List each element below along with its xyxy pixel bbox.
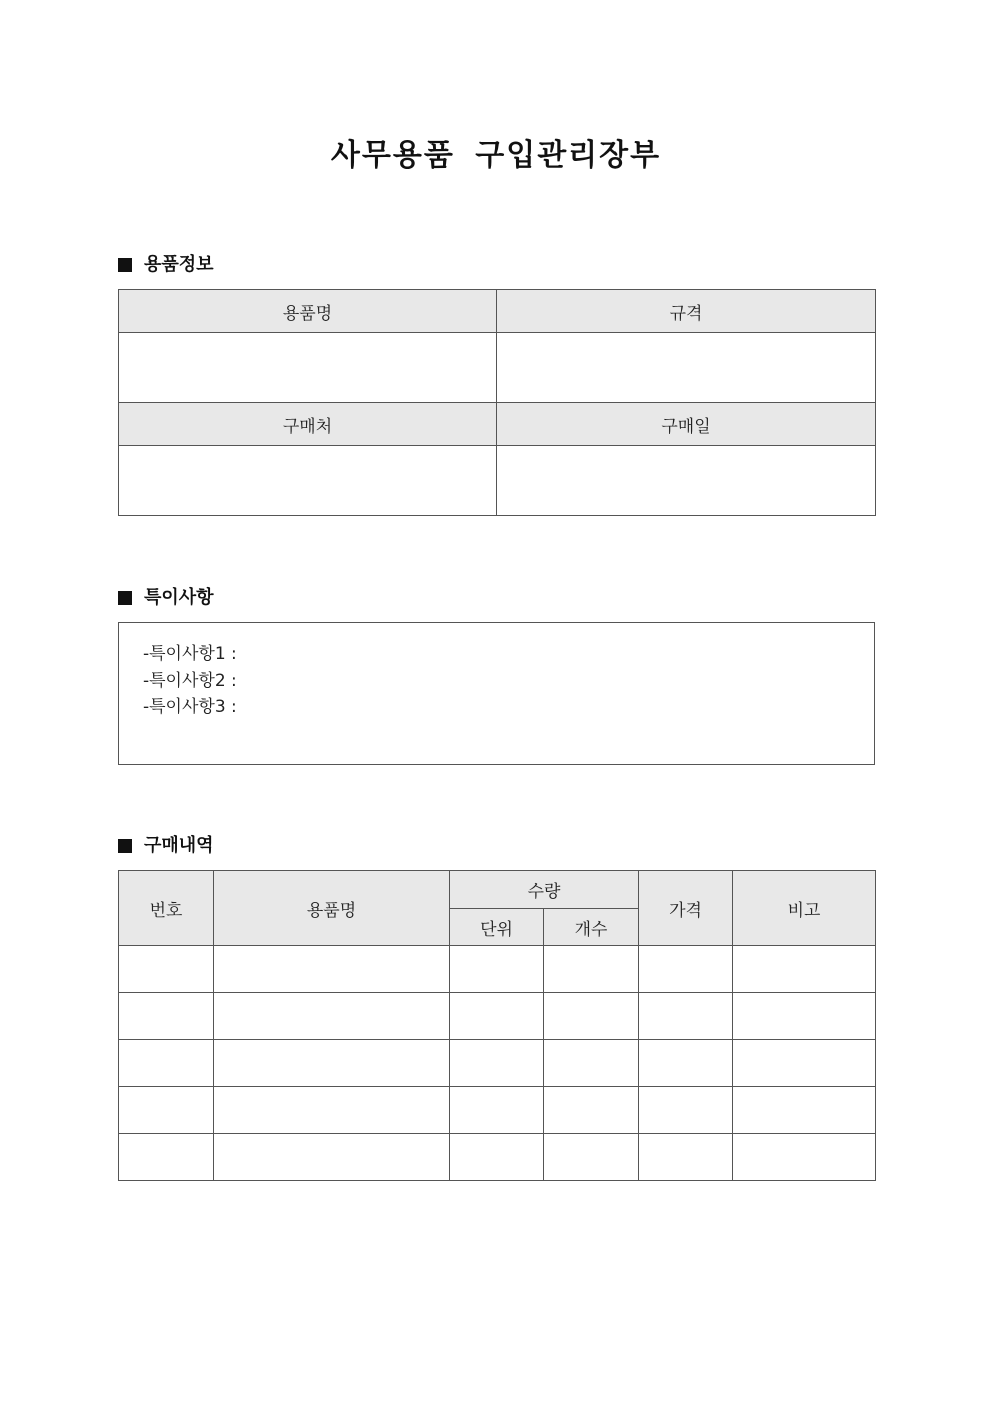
note-item: -특이사항1 :: [143, 644, 237, 664]
spec-field[interactable]: [497, 333, 876, 403]
section-title: 용품정보: [144, 254, 214, 275]
number-header: 번호: [119, 871, 214, 946]
count-cell[interactable]: [544, 1087, 639, 1134]
price-cell[interactable]: [639, 1087, 733, 1134]
section-heading-purchases: [118, 833, 214, 859]
count-cell[interactable]: [544, 946, 639, 993]
note-item: -특이사항2 :: [143, 670, 237, 691]
square-bullet-icon: [118, 258, 132, 272]
note-item: -특이사항3 :: [143, 697, 237, 717]
unit-cell[interactable]: [450, 946, 544, 993]
purchase-date-field[interactable]: [497, 446, 876, 516]
price-cell[interactable]: [639, 1134, 733, 1181]
price-cell[interactable]: [639, 993, 733, 1040]
item-name-cell[interactable]: [214, 1040, 450, 1087]
number-cell[interactable]: [119, 1134, 214, 1181]
purchase-history-table: [118, 870, 876, 1181]
unit-cell[interactable]: [450, 993, 544, 1040]
table-row: [119, 946, 876, 993]
remarks-header: 비고: [733, 871, 876, 946]
unit-header: 단위: [450, 909, 544, 946]
number-cell[interactable]: [119, 1040, 214, 1087]
item-name-field[interactable]: [119, 333, 497, 403]
count-cell[interactable]: [544, 993, 639, 1040]
square-bullet-icon: [118, 591, 132, 605]
notes-box[interactable]: [118, 622, 875, 765]
unit-cell[interactable]: [450, 1040, 544, 1087]
item-name-cell[interactable]: [214, 946, 450, 993]
remarks-cell[interactable]: [733, 1040, 876, 1087]
unit-cell[interactable]: [450, 1134, 544, 1181]
item-name-cell[interactable]: [214, 1134, 450, 1181]
section-title: 구매내역: [144, 835, 214, 856]
remarks-cell[interactable]: [733, 1134, 876, 1181]
price-cell[interactable]: [639, 946, 733, 993]
section-heading-product-info: [118, 252, 214, 278]
number-cell[interactable]: [119, 946, 214, 993]
vendor-header: 구매처: [119, 403, 497, 446]
unit-cell[interactable]: [450, 1087, 544, 1134]
item-name-header: 용품명: [214, 871, 450, 946]
count-header: 개수: [544, 909, 639, 946]
square-bullet-icon: [118, 839, 132, 853]
item-name-cell[interactable]: [214, 993, 450, 1040]
remarks-cell[interactable]: [733, 993, 876, 1040]
item-name-header: 용품명: [119, 290, 497, 333]
remarks-cell[interactable]: [733, 1087, 876, 1134]
section-heading-notes: [118, 585, 214, 611]
remarks-cell[interactable]: [733, 946, 876, 993]
product-info-table: [118, 289, 876, 516]
number-cell[interactable]: [119, 993, 214, 1040]
vendor-field[interactable]: [119, 446, 497, 516]
table-row: [119, 1087, 876, 1134]
price-header: 가격: [639, 871, 733, 946]
price-cell[interactable]: [639, 1040, 733, 1087]
table-row: [119, 1134, 876, 1181]
purchase-date-header: 구매일: [497, 403, 876, 446]
spec-header: 규격: [497, 290, 876, 333]
table-row: [119, 1040, 876, 1087]
number-cell[interactable]: [119, 1087, 214, 1134]
section-title: 특이사항: [144, 587, 214, 608]
document-title: 사무용품 구입관리장부: [330, 138, 662, 173]
notes-list: [119, 623, 874, 721]
item-name-cell[interactable]: [214, 1087, 450, 1134]
count-cell[interactable]: [544, 1134, 639, 1181]
table-row: [119, 993, 876, 1040]
quantity-header: 수량: [450, 871, 639, 909]
count-cell[interactable]: [544, 1040, 639, 1087]
